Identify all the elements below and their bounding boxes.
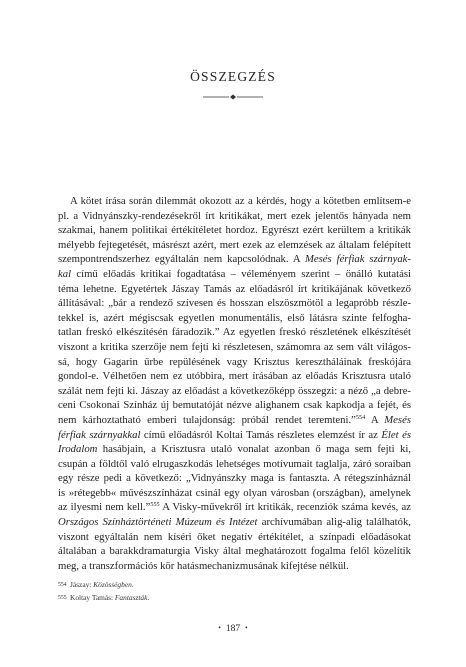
text-run: A kötet írása során dilemmát okozott az a kérdés, hogy a kötetben említsem-e [70, 195, 411, 207]
text-line [58, 457, 411, 472]
footnote-end: . [147, 593, 150, 602]
ornament-divider-icon [203, 94, 263, 100]
italic-title: kal [58, 267, 72, 280]
text-run: szakmai, hanem politikai értékítéletet hordoz. Egyrészt ezért kerültem a kritikák [58, 224, 411, 237]
italic-title: Országos Színháztörténeti Múzeum és Intézet [58, 516, 258, 529]
footnote-title: Közösségben [93, 580, 132, 589]
italic-title: Mesés [384, 413, 411, 426]
text-line [58, 515, 411, 530]
italic-title: Mesés férfiak szárnyak- [304, 253, 411, 266]
footnote-ref: 555 [150, 501, 160, 509]
text-line [58, 311, 411, 326]
text-run: című előadás kritikai fogadtatása – véleményem szerint – önálló kutatási [71, 267, 411, 280]
text-run: tekkel is, azért mégiscsak egyetlen monumentális, első látásra szinte felfogha- [58, 311, 411, 324]
text-line [58, 369, 411, 384]
text-run: pl. a Vidnyánszky-rendezésekről írt kritikákat, mert ezek jelentős hányada nem [58, 209, 411, 222]
text-run: archívumában alig-alig találhatók, [257, 516, 411, 529]
bullet-icon: • [245, 624, 248, 632]
text-run: gondol-e. Vélhetően nem ez utóbbira, mert írásában az előadás Krisztusra utaló [58, 370, 411, 383]
text-run: állításával: „bár a rendező szívesen és hosszan elszöszmötöl a legapróbb részle- [58, 297, 411, 310]
body-paragraph [58, 194, 411, 573]
text-line [58, 325, 411, 340]
text-line [58, 238, 411, 253]
text-run: egy része pedi a következő: „Vidnyánszky maga is fantaszta. A rétegszínháznál [58, 472, 411, 485]
text-run: mélyebb fejtegetését, másrészt azért, mert ezek az elemzések az általam felépített [58, 238, 411, 251]
footnote-author: Jászay: [70, 580, 94, 589]
text-line [58, 223, 411, 238]
text-line [58, 252, 411, 267]
footnote-title: Fantaszták [114, 593, 148, 602]
text-run: is »rétegebb« művészszínházat csinál egy olyan városban (országban), amelynek [58, 486, 411, 499]
text-line [58, 544, 411, 559]
italic-title: férfiak szárnyakkal [58, 428, 141, 441]
text-run: téma lehetne. Egyetértek Jászay Tamás az előadásról írt kritikájának következő [58, 282, 411, 295]
text-line [58, 398, 411, 413]
text-run: csupán a földtől való elrugaszkodás lehetséges motívumait taglalja, záró soraiban [58, 457, 411, 470]
italic-title: Irodalom [58, 443, 98, 456]
text-run: tatlan freskó elkészítésén fáradozik.” Az egyetlen freskó részletének elkészítését [58, 326, 411, 339]
footnote-ref: 554 [355, 413, 366, 421]
footnote-number: 555 [58, 595, 67, 601]
text-run: viszont egyáltalán nem kíséri őket negatív értékítélet, a színpadi előadásokat [58, 530, 411, 543]
text-line [58, 559, 411, 574]
text-line [58, 384, 411, 399]
text-run: ceni Csokonai Színház új bemutatóját nézve alighanem csak kapkodja a fejét, és [58, 399, 411, 412]
text-line [58, 296, 411, 311]
text-run: szempontrendszerhez egyáltalán nem kapcsolódnak. A [58, 253, 305, 266]
chapter-title: ÖSSZEGZÉS [190, 69, 276, 84]
text-line [58, 267, 411, 282]
text-run: hasábjain, a Krisztusra utaló vonalat azonban ő maga sem fejti ki, [97, 443, 411, 456]
text-run: viszont a kritika szerzője nem fejti ki részletesen, számomra az sem vált világos- [58, 340, 411, 353]
text-run: általában a barakkdramaturgia Visky által meghatározott fogalma felől közelítik [58, 545, 411, 558]
italic-title: Élet és [381, 428, 411, 441]
footnote [58, 579, 411, 592]
footnote-number: 554 [58, 582, 67, 588]
text-run: nem kárhoztatható emberi tulajdonság: próbál rendet teremteni.” [58, 413, 356, 426]
text-line [58, 340, 411, 355]
text-run: A [365, 413, 385, 426]
footnote-author: Koltay Tamás: [70, 593, 115, 602]
page-number-value: 187 [225, 624, 241, 634]
text-line [58, 194, 411, 209]
text-line [58, 282, 411, 297]
text-run: sá, hogy Gagarin űrbe repülésének vagy Krisztus keresztháláinak freskójára [58, 355, 411, 368]
text-line [58, 500, 411, 515]
text-line [58, 442, 411, 457]
page-number [0, 624, 466, 634]
footnote [58, 592, 411, 605]
text-line [58, 486, 411, 501]
footnotes [58, 579, 411, 605]
text-line [58, 413, 411, 428]
text-line [58, 355, 411, 370]
text-run: meg, a transzformációs kör hatásmechanizmusának kifejtése nélkül. [58, 559, 349, 572]
text-line [58, 530, 411, 545]
text-run: A Visky-művekről írt kritikák, recenziók száma kevés, az [159, 501, 412, 514]
text-run: című előadásról Koltai Tamás részletes elemzést ír az [140, 428, 382, 441]
bullet-icon: • [218, 624, 221, 632]
text-line [58, 471, 411, 486]
text-run: szálát nem fejti ki. Jászay az előadást a következőképp összegzi: a néző „a debre- [58, 384, 411, 397]
text-line [58, 428, 411, 443]
footnote-end: . [131, 580, 134, 589]
text-line [58, 209, 411, 224]
text-run: az ilyesmi nem kell.” [58, 501, 151, 514]
